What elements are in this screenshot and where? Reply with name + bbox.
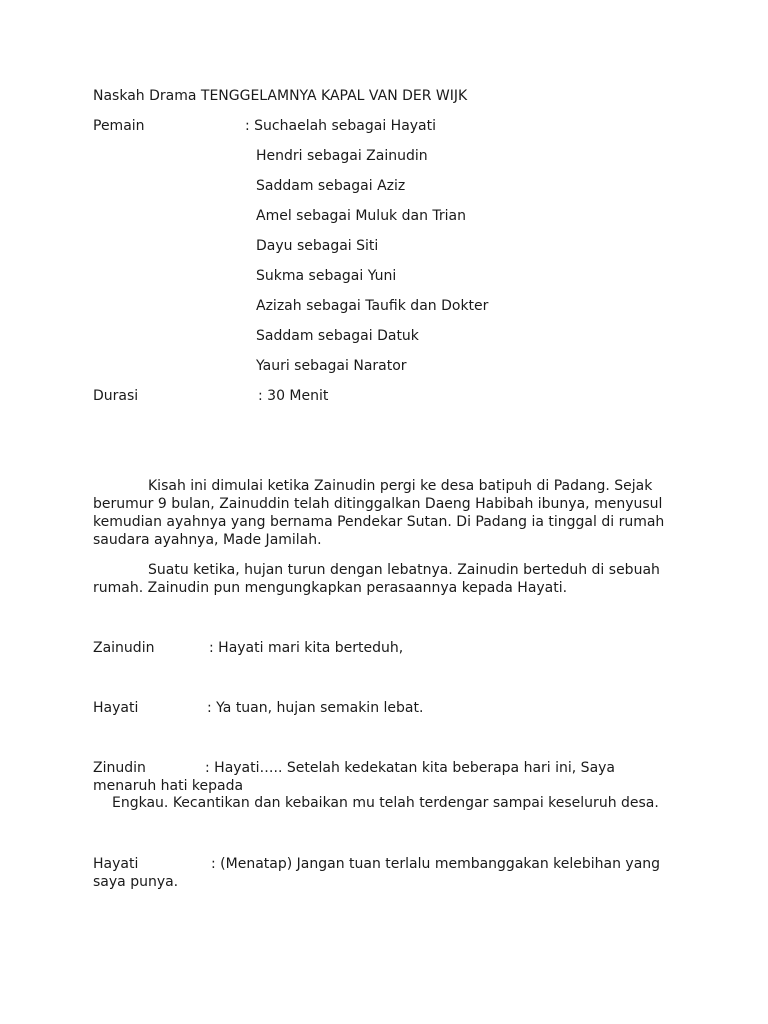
cast-entry: Hendri sebagai Zainudin: [256, 148, 428, 164]
dialogue-speaker: Hayati: [93, 700, 139, 716]
cast-entry: Amel sebagai Muluk dan Trian: [256, 208, 466, 224]
cast-entry: Yauri sebagai Narator: [256, 358, 407, 374]
dialogue-line: Engkau. Kecantikan dan kebaikan mu telah terdengar sampai keseluruh desa.: [112, 795, 659, 811]
dialogue-line: : Ya tuan, hujan semakin lebat.: [207, 700, 424, 716]
cast-label: Pemain: [93, 118, 145, 134]
dialogue-line: : (Menatap) Jangan tuan terlalu membanggakan kelebihan yang: [211, 856, 661, 872]
dialogue-speaker: Hayati: [93, 856, 139, 872]
cast-entry: : Suchaelah sebagai Hayati: [245, 118, 437, 134]
narration-paragraph: Kisah ini dimulai ketika Zainudin pergi ke desa batipuh di Padang. Sejak berumur 9 bulan, Zainuddin telah ditinggalkan Daeng Habibah ibunya, menyusul kemudian ayahnya yang bernama Pendekar Sutan. Di Padang ia tinggal di rumah saudara ayahnya, Made Jamilah.: [93, 478, 665, 548]
dialogue-line: saya punya.: [93, 874, 179, 890]
cast-entry: Dayu sebagai Siti: [256, 238, 379, 254]
document-title: Naskah Drama TENGGELAMNYA KAPAL VAN DER WIJK: [93, 88, 468, 104]
cast-entry: Saddam sebagai Aziz: [256, 178, 406, 194]
cast-entry: Sukma sebagai Yuni: [256, 268, 397, 284]
narration-paragraph: Suatu ketika, hujan turun dengan lebatnya. Zainudin berteduh di sebuah rumah. Zainudin pun mengungkapkan perasaannya kepada Hayati.: [93, 562, 660, 596]
duration-value: : 30 Menit: [258, 388, 329, 404]
dialogue-speaker: Zainudin: [93, 640, 155, 656]
dialogue-speaker: Zinudin: [93, 760, 146, 776]
dialogue-line: menaruh hati kepada: [93, 778, 244, 794]
dialogue-line: : Hayati mari kita berteduh,: [209, 640, 404, 656]
cast-entry: Azizah sebagai Taufik dan Dokter: [256, 298, 489, 314]
duration-label: Durasi: [93, 388, 139, 404]
dialogue-line: : Hayati….. Setelah kedekatan kita beberapa hari ini, Saya: [205, 760, 616, 776]
cast-entry: Saddam sebagai Datuk: [256, 328, 419, 344]
